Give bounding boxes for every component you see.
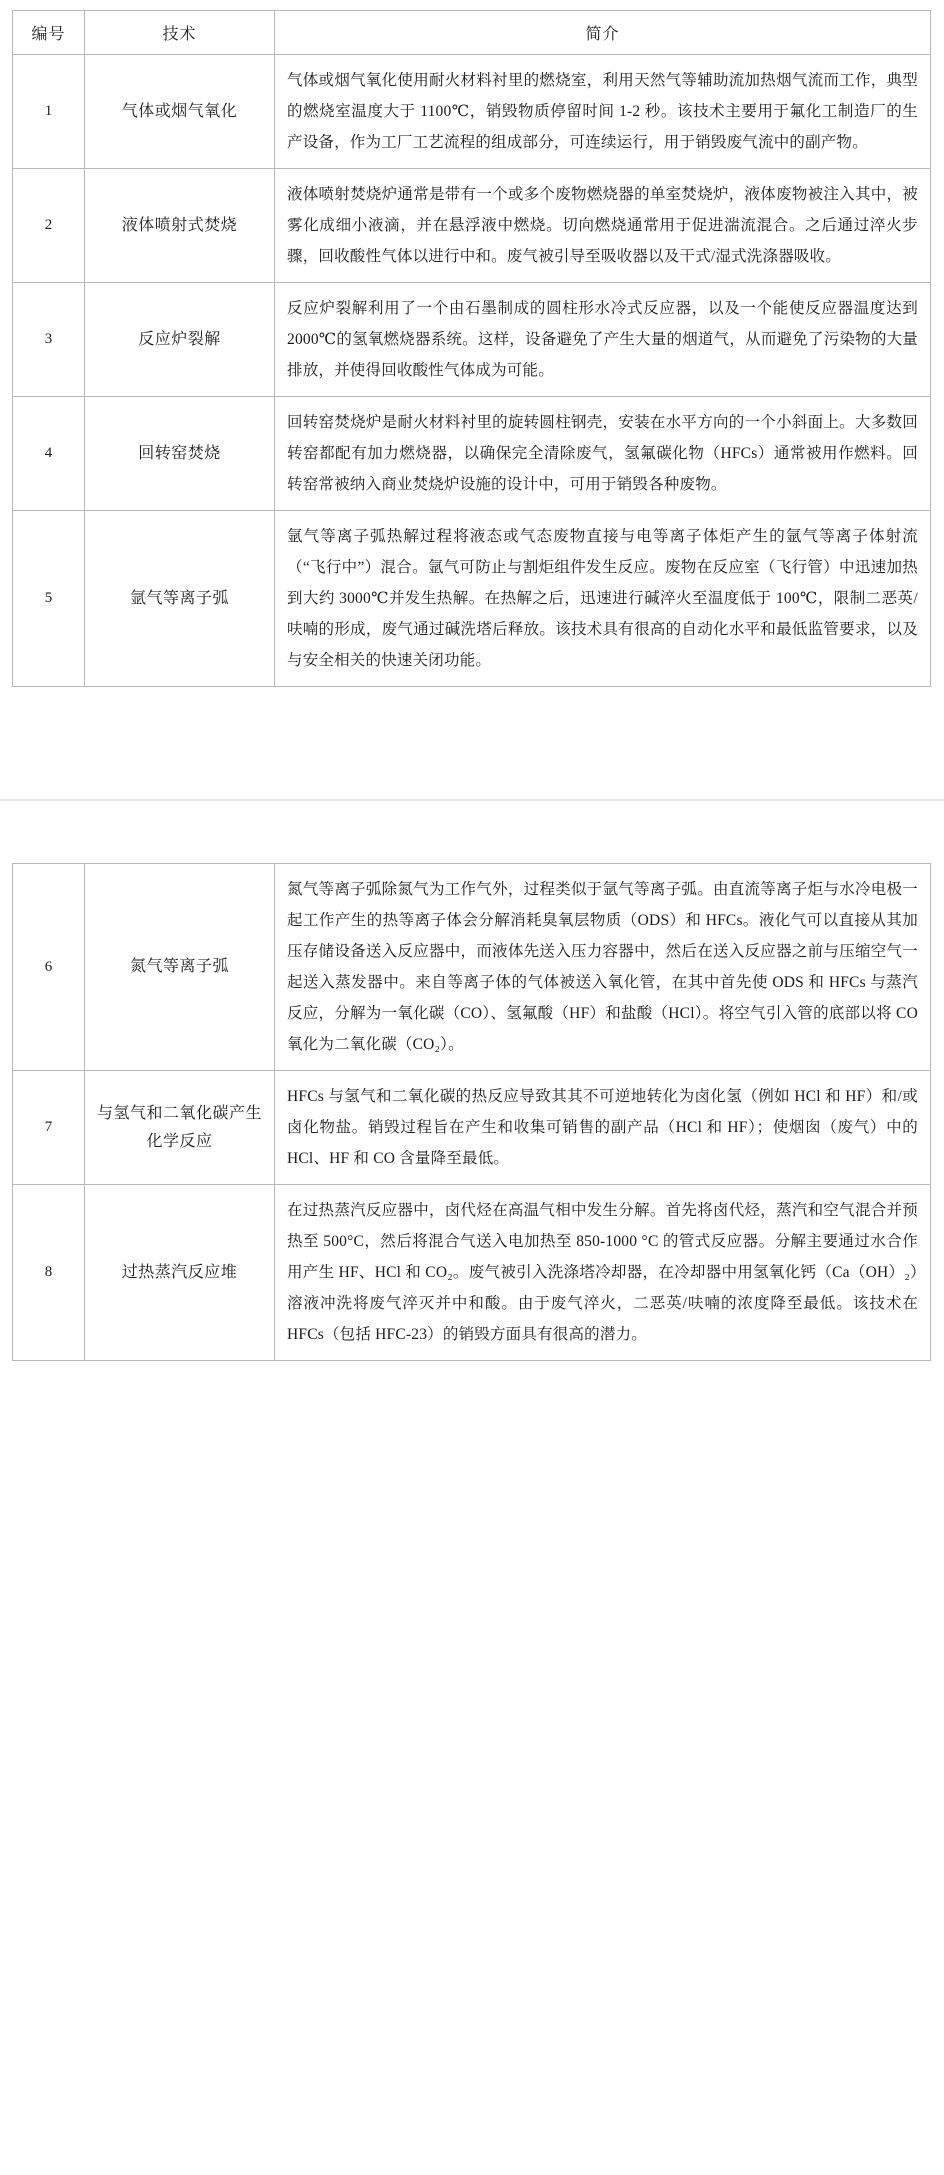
page-gap [0,687,944,799]
cell-description: 氮气等离子弧除氮气为工作气外，过程类似于氩气等离子弧。由直流等离子炬与水冷电极一起工作产生的热等离子体会分解消耗臭氧层物质（ODS）和 HFCs。液化气可以直接从其加压存储设备送入反应器中，而液体先送入压力容器中，然后在送入反应器之前与压缩空气一起送入蒸发器中。来自等离子体的气体被送入氧化管，在其中首先使 ODS 和 HFCs 与蒸汽反应，分解为一氧化碳（CO）、氢氟酸（HF）和盐酸（HCl）。将空气引入管的底部以将 CO 氧化为二氧化碳（CO₂）。 [275,864,931,1071]
cell-technology: 反应炉裂解 [85,283,275,397]
cell-number: 4 [13,397,85,511]
table-row [13,283,931,397]
table-header-row [13,11,931,55]
table-row [13,55,931,169]
cell-description: 液体喷射焚烧炉通常是带有一个或多个废物燃烧器的单室焚烧炉，液体废物被注入其中，被雾化成细小液滴，并在悬浮液中燃烧。切向燃烧通常用于促进湍流混合。之后通过淬火步骤，回收酸性气体以进行中和。废气被引导至吸收器以及干式/湿式洗涤器吸收。 [275,169,931,283]
cell-number: 7 [13,1071,85,1185]
cell-number: 1 [13,55,85,169]
table-row [13,1071,931,1185]
cell-description: 回转窑焚烧炉是耐火材料衬里的旋转圆柱钢壳，安装在水平方向的一个小斜面上。大多数回转窑都配有加力燃烧器，以确保完全清除废气，氢氟碳化物（HFCs）通常被用作燃料。回转窑常被纳入商业焚烧炉设施的设计中，可用于销毁各种废物。 [275,397,931,511]
cell-technology: 与氢气和二氧化碳产生化学反应 [85,1071,275,1185]
cell-technology: 氩气等离子弧 [85,511,275,687]
table-row [13,511,931,687]
cell-number: 2 [13,169,85,283]
column-header-description: 简介 [275,11,931,55]
column-header-technology: 技术 [85,11,275,55]
cell-description: 氩气等离子弧热解过程将液态或气态废物直接与电等离子体炬产生的氩气等离子体射流（“飞行中”）混合。氩气可防止与割炬组件发生反应。废物在反应室（飞行管）中迅速加热到大约 3000℃并发生热解。在热解之后，迅速进行碱淬火至温度低于 100℃，限制二恶英/呋喃的形成，废气通过碱洗塔后释放。该技术具有很高的自动化水平和最低监管要求，以及与安全相关的快速关闭功能。 [275,511,931,687]
table-row [13,169,931,283]
cell-number: 6 [13,864,85,1071]
table-row [13,1185,931,1361]
cell-number: 5 [13,511,85,687]
cell-technology: 液体喷射式焚烧 [85,169,275,283]
column-header-number: 编号 [13,11,85,55]
cell-technology: 气体或烟气氧化 [85,55,275,169]
cell-number: 3 [13,283,85,397]
table-row [13,864,931,1071]
cell-description: 气体或烟气氧化使用耐火材料衬里的燃烧室，利用天然气等辅助流加热烟气流而工作，典型的燃烧室温度大于 1100℃，销毁物质停留时间 1-2 秒。该技术主要用于氟化工制造厂的生产设备，作为工厂工艺流程的组成部分，可连续运行，用于销毁废气流中的副产物。 [275,55,931,169]
cell-description: HFCs 与氢气和二氧化碳的热反应导致其其不可逆地转化为卤化氢（例如 HCl 和 HF）和/或卤化物盐。销毁过程旨在产生和收集可销售的副产品（HCl 和 HF）；使烟囱（废气）中的 HCl、HF 和 CO 含量降至最低。 [275,1071,931,1185]
cell-number: 8 [13,1185,85,1361]
cell-technology: 过热蒸汽反应堆 [85,1185,275,1361]
technology-table-page-1 [12,10,931,687]
cell-description: 在过热蒸汽反应器中，卤代烃在高温气相中发生分解。首先将卤代烃，蒸汽和空气混合并预热至 500°C，然后将混合气送入电加热至 850-1000 °C 的管式反应器。分解主要通过水合作用产生 HF、HCl 和 CO₂。废气被引入洗涤塔冷却器，在冷却器中用氢氧化钙（Ca（OH）₂）溶液冲洗将废气淬灭并中和酸。由于废气淬火，二恶英/呋喃的浓度降至最低。该技术在 HFCs（包括 HFC-23）的销毁方面具有很高的潜力。 [275,1185,931,1361]
cell-description: 反应炉裂解利用了一个由石墨制成的圆柱形水冷式反应器，以及一个能使反应器温度达到 2000℃的氢氧燃烧器系统。这样，设备避免了产生大量的烟道气，从而避免了污染物的大量排放，并使得回收酸性气体成为可能。 [275,283,931,397]
table-block-page-2 [0,853,944,1361]
table-row [13,397,931,511]
page-top-margin [0,801,944,853]
table-block-page-1 [0,0,944,687]
cell-technology: 氮气等离子弧 [85,864,275,1071]
cell-technology: 回转窑焚烧 [85,397,275,511]
technology-table-page-2 [12,863,931,1361]
